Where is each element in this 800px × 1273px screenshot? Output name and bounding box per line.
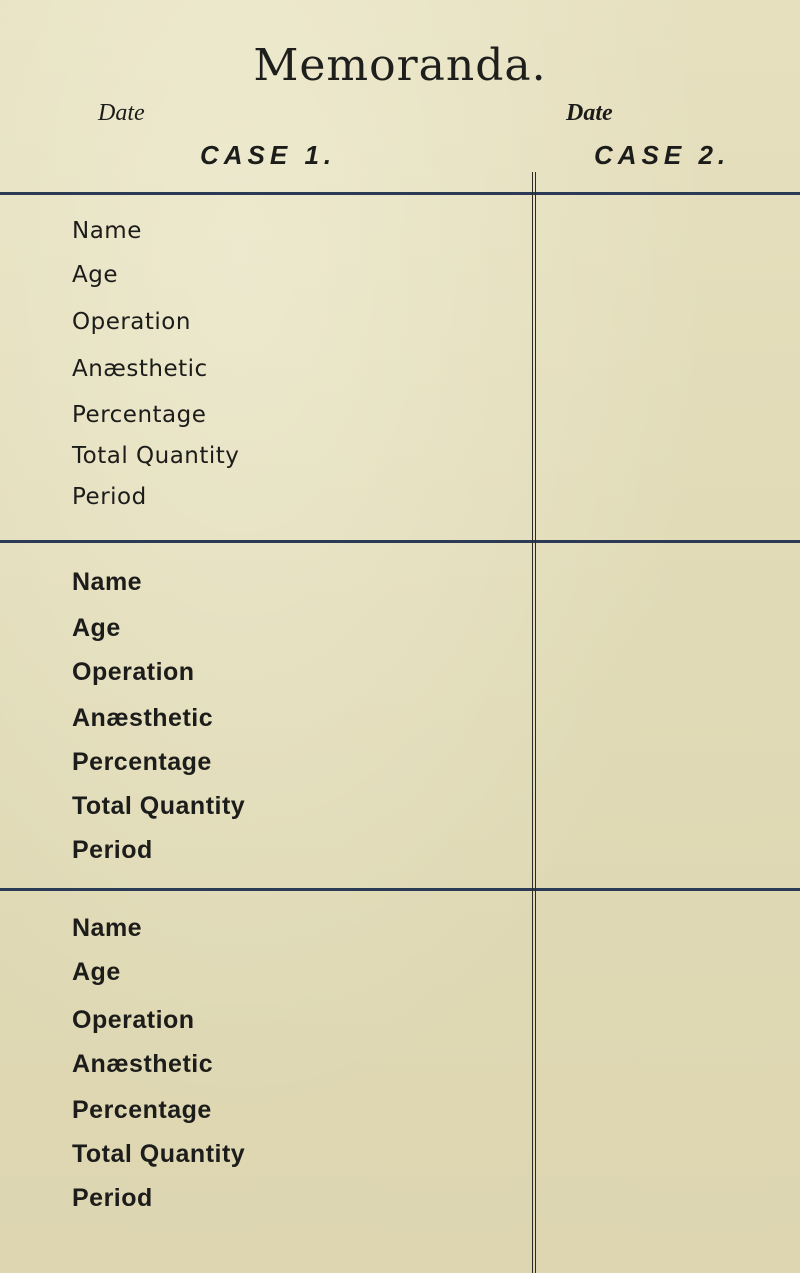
field-anaesthetic-label: Anæsthetic xyxy=(72,356,208,382)
field-total-quantity-label: Total Quantity xyxy=(72,443,240,469)
date-label-case-2: Date xyxy=(566,100,613,126)
field-percentage-label: Percentage xyxy=(72,1096,212,1124)
field-age-label: Age xyxy=(72,614,121,642)
field-total-quantity-label: Total Quantity xyxy=(72,1140,246,1168)
field-name-label: Name xyxy=(72,914,143,942)
field-anaesthetic-label: Anæsthetic xyxy=(72,1050,214,1078)
field-percentage-label: Percentage xyxy=(72,748,212,776)
field-total-quantity-label: Total Quantity xyxy=(72,792,246,820)
field-period-label: Period xyxy=(72,836,153,864)
field-anaesthetic-label: Anæsthetic xyxy=(72,704,214,732)
divider-rule-2 xyxy=(0,888,800,891)
field-age-label: Age xyxy=(72,958,121,986)
field-operation-label: Operation xyxy=(72,658,195,686)
field-operation-label: Operation xyxy=(72,309,191,335)
field-name-label: Name xyxy=(72,218,142,244)
case-1-heading: CASE 1. xyxy=(200,140,337,170)
divider-rule-1 xyxy=(0,540,800,543)
field-name-label: Name xyxy=(72,568,143,596)
field-period-label: Period xyxy=(72,484,147,510)
field-period-label: Period xyxy=(72,1184,153,1212)
case-2-heading: CASE 2. xyxy=(594,140,731,170)
page-title: Memoranda. xyxy=(253,40,547,91)
column-divider xyxy=(532,172,536,1273)
field-operation-label: Operation xyxy=(72,1006,195,1034)
date-label-case-1: Date xyxy=(98,100,145,126)
field-age-label: Age xyxy=(72,262,118,288)
top-rule xyxy=(0,192,800,195)
field-percentage-label: Percentage xyxy=(72,402,207,428)
